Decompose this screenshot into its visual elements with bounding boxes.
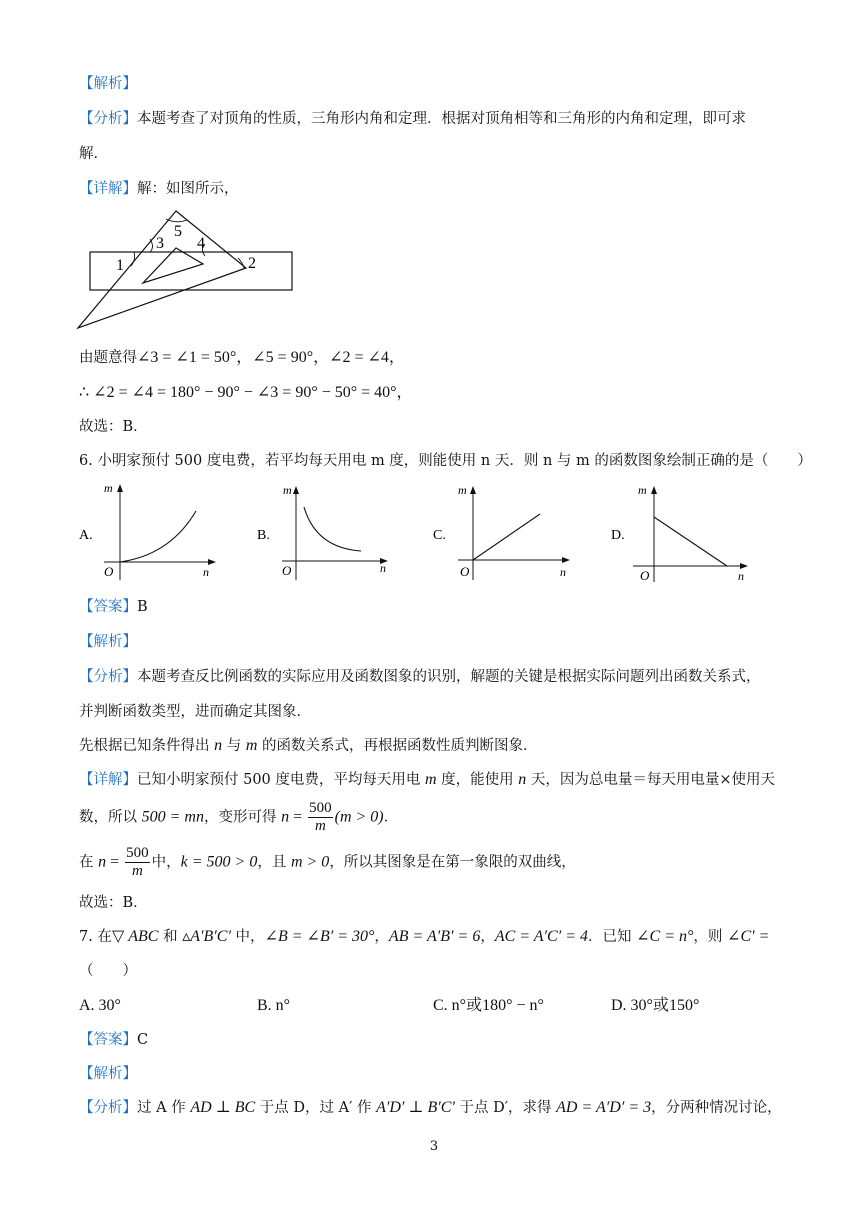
triangle-abc-prime: ▵A′B′C′	[182, 928, 231, 945]
condition: AB = A′B′ = 6	[388, 928, 481, 945]
text: ，变形可得	[203, 809, 282, 826]
text: 过 A 作	[137, 1100, 191, 1116]
equation: AD = A′D′ = 3	[556, 1099, 652, 1116]
option-a-label: A.	[79, 528, 93, 543]
option-d-axis-x: n	[738, 569, 744, 583]
question-6-stem: 6. 小明家预付 500 度电费，若平均每天用电 m 度，则能使用 n 天．则 n 与 m 的函数图象绘制正确的是（ ）	[79, 453, 812, 469]
option-d-label: D.	[611, 528, 625, 543]
answer-value: B	[137, 599, 148, 615]
condition: ∠B = ∠B′ = 30°	[264, 928, 375, 945]
option-a-origin: O	[104, 564, 114, 579]
option-d-axis-y: m	[638, 483, 647, 497]
text: ．	[383, 809, 399, 826]
answer-tag: 【答案】	[79, 1032, 137, 1048]
option-c-origin: O	[460, 564, 470, 579]
option-b-axis-x: n	[380, 561, 386, 575]
jiexi-heading-5: 【解析】	[79, 76, 137, 92]
denominator: m	[131, 863, 143, 879]
text: 天，因为总电量＝每天用电量×使用天	[526, 772, 776, 788]
equation: A′D′ ⊥ B′C′	[376, 1099, 455, 1116]
numerator: 500	[309, 800, 332, 816]
fraction-500-over-m	[308, 800, 333, 835]
condition: AC = A′C′ = 4	[494, 928, 589, 945]
equation: m > 0	[290, 853, 330, 871]
step-1-math: ∠3 = ∠1 = 50°，∠5 = 90°，∠2 = ∠4，	[137, 349, 405, 366]
option-c: C. n°或180° − n°	[433, 997, 544, 1014]
detail-6-line2: 数，所以 500 = mn，变形可得 n = $\frac{500}{m}$ (m > 0)．	[79, 800, 399, 834]
step-1-prefix: 由题意得	[79, 350, 137, 366]
text: 度，能使用	[436, 772, 519, 788]
analysis-tag: 【分析】	[79, 111, 137, 127]
var-m: m	[245, 737, 258, 754]
option-b-origin: O	[282, 563, 292, 578]
option-b-graph	[257, 483, 388, 580]
analysis-tag: 【分析】	[79, 669, 137, 685]
text: 7. 在	[79, 929, 112, 945]
answer-tag: 【答案】	[79, 599, 137, 615]
page-number: 3	[429, 1139, 439, 1154]
detail-6-line3: 在 n = $\frac{500}{m}$ 中，k = 500 > 0，且 m > 0，所以其图象是在第一象限的双曲线，	[79, 845, 576, 879]
angle-label-5: 5	[174, 223, 182, 240]
var-n: n	[518, 771, 527, 788]
option-a-curve	[120, 511, 196, 562]
option-c-axis-y: m	[458, 483, 467, 497]
option-a-graph	[79, 481, 216, 580]
detail-tag: 【详解】	[79, 772, 137, 788]
option-b-label: B.	[257, 528, 270, 543]
option-c-axis-x: n	[560, 565, 566, 579]
text: 和	[158, 929, 183, 945]
option-a-axis-x: n	[203, 565, 209, 579]
angle-label-2: 2	[248, 255, 256, 272]
analysis-tag: 【分析】	[79, 1100, 137, 1116]
question-7-blank: （ ）	[79, 963, 137, 979]
option-d-line	[654, 517, 727, 566]
angle-label-3: 3	[156, 235, 164, 252]
analysis-6-line2: 并判断函数类型，进而确定其图象．	[79, 704, 311, 720]
option-d-graph	[611, 483, 748, 583]
fraction-500-over-m	[125, 845, 150, 880]
option-a-axis-y: m	[104, 481, 113, 495]
detail-tag: 【详解】	[79, 181, 137, 197]
text: 于点 D，过 A′ 作	[255, 1100, 377, 1116]
option-b-axis-y: m	[283, 483, 292, 497]
option-b: B. n°	[257, 997, 291, 1014]
text: 已知小明家预付 500 度电费，平均每天用电	[137, 772, 426, 788]
text: 的函数关系式，再根据函数性质判断图象．	[257, 738, 538, 754]
option-b-curve	[304, 507, 361, 551]
analysis-5-line2: 解．	[79, 146, 108, 162]
detail-text: 解：如图所示，	[137, 181, 239, 197]
option-c-line	[473, 514, 540, 560]
option-c-graph	[433, 483, 570, 580]
analysis-6-line3	[79, 736, 538, 756]
answer-value: C	[137, 1032, 149, 1048]
text: 与	[222, 738, 246, 754]
triangle-abc: ▽ ABC	[111, 928, 159, 945]
analysis-7-line1	[79, 1098, 782, 1118]
question-7-stem: 7. 在▽ ABC 和 ▵A′B′C′ 中，∠B = ∠B′ = 30°，AB = A′B′ = 6，AC = A′C′ = 4．已知 ∠C = n°，则 ∠C′ =	[79, 928, 770, 945]
equation: AD ⊥ BC	[190, 1099, 256, 1116]
text: ，则	[693, 929, 728, 945]
var-n: n	[281, 808, 290, 826]
detail-6-line1	[79, 770, 775, 790]
answer-6	[79, 597, 148, 617]
answer-5: 故选：B．	[79, 419, 148, 435]
analysis-text: 本题考查反比例函数的实际应用及函数图象的识别，解题的关键是根据实际问题列出函数关系式，	[137, 669, 761, 685]
text: 在	[79, 854, 99, 871]
question-target: ∠C′ =	[727, 928, 770, 945]
denominator: m	[314, 818, 326, 834]
option-d: D. 30°或150°	[611, 997, 700, 1014]
condition: (m > 0)	[334, 808, 384, 826]
answer-6-final: 故选：B．	[79, 895, 148, 911]
var-n: n	[214, 737, 223, 754]
condition: ∠C = n°	[636, 928, 694, 945]
option-c-label: C.	[433, 528, 446, 543]
numerator: 500	[126, 845, 149, 861]
jiexi-heading-6: 【解析】	[79, 634, 137, 650]
equation: k = 500 > 0	[180, 853, 258, 871]
text: ，且	[257, 854, 291, 871]
analysis-6-line1	[79, 667, 761, 687]
text: ，所以其图象是在第一象限的双曲线，	[329, 854, 576, 871]
text: ．已知	[588, 929, 637, 945]
answer-7	[79, 1030, 148, 1050]
analysis-text: 本题考查了对顶角的性质，三角形内角和定理．根据对顶角相等和三角形的内角和定理，即可求	[137, 111, 746, 127]
text: 中，	[230, 929, 265, 945]
option-a: A. 30°	[79, 997, 121, 1014]
text: ，分两种情况讨论，	[651, 1100, 782, 1116]
var-n: n	[98, 853, 107, 871]
equation: 500 = mn	[141, 808, 204, 826]
jiexi-heading-7: 【解析】	[79, 1066, 137, 1082]
step-2: ∴ ∠2 = ∠4 = 180° − 90° − ∠3 = 90° − 50° = 40°，	[79, 384, 413, 401]
text: 先根据已知条件得出	[79, 738, 215, 754]
text: 中，	[151, 854, 181, 871]
angle-label-4: 4	[197, 235, 205, 252]
text: 于点 D′，求得	[454, 1100, 557, 1116]
text: 数，所以	[79, 809, 142, 826]
angle-label-1: 1	[116, 257, 124, 274]
option-d-origin: O	[640, 568, 650, 583]
var-m: m	[425, 771, 437, 788]
